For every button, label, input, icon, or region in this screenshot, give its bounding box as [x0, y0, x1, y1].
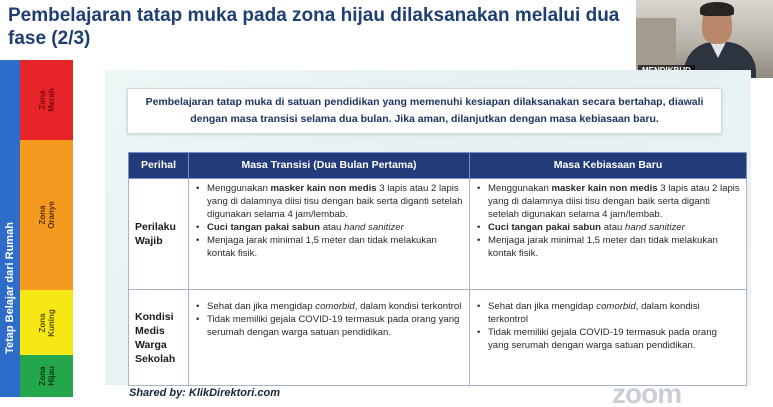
zone-yellow — [20, 290, 73, 355]
list-item: • Sehat dan jika mengidap comorbid, dalam kondisi terkontrol — [193, 300, 463, 313]
header-masa-kebiasaan-baru: Masa Kebiasaan Baru — [470, 153, 747, 179]
cell-transisi-perilaku — [189, 179, 470, 290]
row-label-kondisi-medis: Kondisi Medis Warga Sekolah — [129, 290, 189, 386]
header-perihal: Perihal — [129, 153, 189, 179]
list-item: • Cuci tangan pakai sabun atau hand sanitizer — [193, 221, 463, 234]
zone-green — [20, 355, 73, 397]
table-header-row — [129, 153, 747, 179]
speaker-hair — [700, 2, 734, 16]
cell-kebiasaan-perilaku — [470, 179, 747, 290]
cell-transisi-kondisi — [189, 290, 470, 386]
list-item: • Tidak memiliki gejala COVID-19 termasuk pada orang yang serumah dengan warga satuan pendidikan. — [474, 326, 740, 352]
zone-bar-title-column — [0, 60, 20, 397]
webcam-video-tile[interactable] — [636, 0, 773, 78]
list-item: • Menjaga jarak minimal 1,5 meter dan tidak melakukan kontak fisik. — [474, 234, 740, 260]
list-item: • Cuci tangan pakai sabun atau hand sanitizer — [474, 221, 740, 234]
zone-red — [20, 60, 73, 140]
list-item: • Tidak memiliki gejala COVID-19 termasuk pada orang yang serumah dengan warga satuan pendidikan. — [193, 313, 463, 339]
comparison-table — [128, 152, 747, 386]
zone-bar-title: Tetap Belajar dari Rumah — [4, 222, 16, 354]
list-item: • Menggunakan masker kain non medis 3 lapis atau 2 lapis yang di dalamnya diisi tisu dengan baik serta diganti setelah digunakan selama 4 jam/lembab. — [474, 182, 740, 221]
intro-text-box: Pembelajaran tatap muka di satuan pendidikan yang memenuhi kesiapan dilaksanakan secara bertahap, diawali dengan masa transisi selama dua bulan. Jika aman, dilanjutkan dengan masa kebiasaan baru. — [127, 88, 722, 134]
table-row — [129, 290, 747, 386]
header-masa-transisi: Masa Transisi (Dua Bulan Pertama) — [189, 153, 470, 179]
slide-title: Pembelajaran tatap muka pada zona hijau dilaksanakan melalui dua fase (2/3) — [8, 5, 620, 49]
cell-kebiasaan-kondisi — [470, 290, 747, 386]
zone-orange — [20, 140, 73, 290]
zone-yellow-label: Zona Kuning — [37, 308, 56, 337]
shared-by-credit: Shared by: KlikDirektori.com — [129, 387, 280, 399]
table-row — [129, 179, 747, 290]
zone-orange-label: Zona Oranye — [37, 201, 56, 229]
list-item: • Menggunakan masker kain non medis 3 lapis atau 2 lapis yang di dalamnya diisi tisu dengan baik serta diganti setelah digunakan selama 4 jam/lembab. — [193, 182, 463, 221]
list-item: • Sehat dan jika mengidap comorbid, dalam kondisi terkontrol — [474, 300, 740, 326]
zone-red-label: Zona Merah — [37, 88, 56, 112]
row-label-perilaku-wajib: Perilaku Wajib — [129, 179, 189, 290]
zone-green-label: Zona Hijau — [37, 366, 56, 386]
list-item: • Menjaga jarak minimal 1,5 meter dan tidak melakukan kontak fisik. — [193, 234, 463, 260]
zoom-watermark: zoom — [612, 378, 682, 407]
